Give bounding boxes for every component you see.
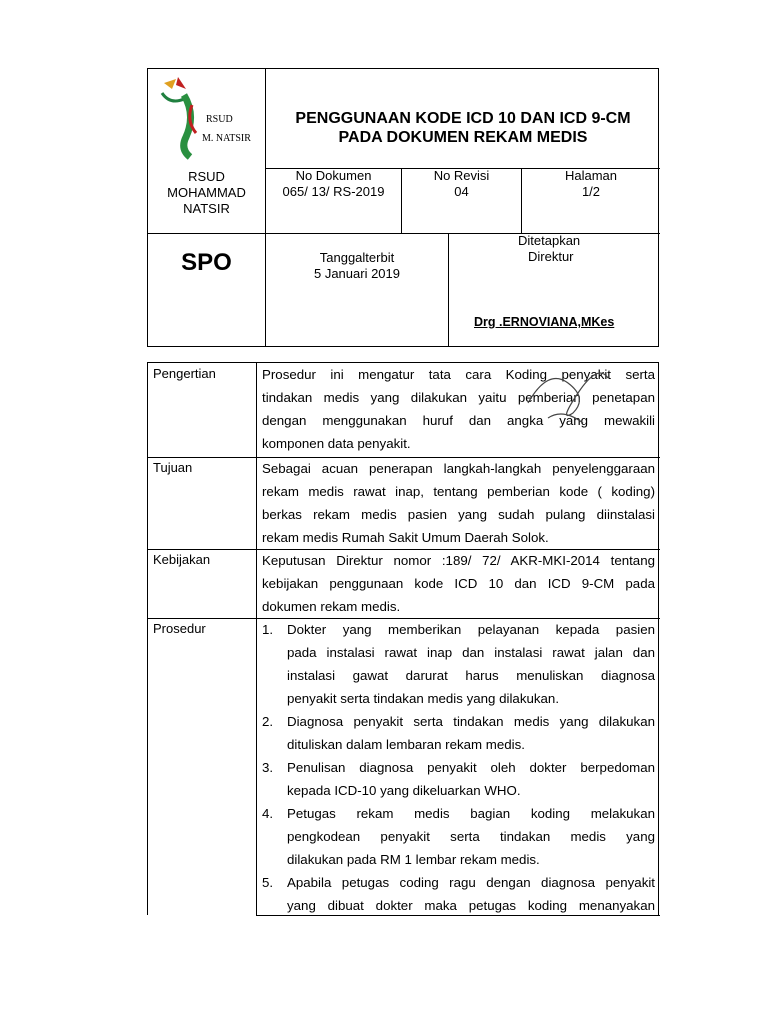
page-cell [522, 168, 660, 200]
list-item: 5. Apabila petugas coding ragu dengan diagnosa penyakit yang dibuat dokter maka petugas koding menanyakan [262, 875, 655, 913]
revision-label: No Revisi [433, 168, 490, 183]
section-list-prosedur [257, 618, 655, 917]
organization-name [148, 169, 265, 217]
page-value: 1/2 [581, 184, 601, 199]
org-line: NATSIR [183, 201, 230, 216]
signature-scribble [508, 363, 628, 433]
logo-text-line2: M. NATSIR [202, 133, 251, 144]
list-item: 1. Dokter yang memberikan pelayanan kepada pasien pada instalasi rawat inap dan instalasi rawat jalan dan instalasi gawat darurat harus menuliskan diagnosa penyakit serta tindakan medis yang dilakukan. [262, 622, 655, 706]
document-header-table [147, 68, 659, 347]
section-label-pengertian: Pengertian [153, 366, 216, 381]
procedure-table [147, 362, 659, 915]
document-type: SPO [181, 249, 232, 276]
revision-value: 04 [454, 184, 469, 199]
doc-number-value: 065/ 13/ RS-2019 [282, 184, 385, 199]
approver-title: Direktur [528, 249, 574, 264]
hospital-logo [156, 75, 261, 161]
page-label: Halaman [564, 168, 618, 183]
section-text-tujuan: Sebagai acuan penerapan langkah-langkah penyelenggaraan rekam medis rawat inap, tentang pemberian kode ( koding) berkas rekam medis pasien yang sudah pulang diinstalasi rekam medis Rumah Sakit Umum Daerah Solok. [262, 461, 655, 545]
section-label-tujuan: Tujuan [153, 460, 193, 475]
logo-text-line1: RSUD [206, 114, 233, 125]
signer-name: Drg .ERNOVIANA,MKes [474, 315, 615, 329]
list-item: 2. Diagnosa penyakit serta tindakan medis yang dilakukan dituliskan dalam lembaran rekam medis. [262, 714, 655, 752]
list-item: 4. Petugas rekam medis bagian koding melakukan pengkodean penyakit serta tindakan medis yang dilakukan pada RM 1 lembar rekam medis. [262, 806, 655, 867]
org-line: RSUD [188, 169, 225, 184]
section-label-prosedur: Prosedur [153, 621, 206, 636]
revision-cell [402, 168, 521, 200]
approval-label: Ditetapkan [518, 233, 581, 248]
section-label-kebijakan: Kebijakan [153, 552, 211, 567]
issue-date-value: 5 Januari 2019 [313, 266, 400, 281]
doc-number-cell [266, 168, 401, 200]
approval-cell [518, 233, 638, 265]
issue-date-cell [266, 250, 448, 282]
org-line: MOHAMMAD [167, 185, 246, 200]
divider [448, 233, 449, 347]
document-title: PENGGUNAAN KODE ICD 10 DAN ICD 9-CM PADA DOKUMEN REKAM MEDIS [295, 110, 631, 146]
doc-number-label: No Dokumen [295, 168, 372, 183]
list-item: 3. Penulisan diagnosa penyakit oleh dokter berpedoman kepada ICD-10 yang dikeluarkan WHO. [262, 760, 655, 798]
section-text-pengertian: Prosedur ini mengatur tata cara Koding penyakit serta tindakan medis yang dilakukan yaitu pemberian penetapan dengan menggunakan huruf dan angka yang mewakili komponen data penyakit. [262, 367, 655, 451]
section-text-kebijakan: Keputusan Direktur nomor :189/ 72/ AKR-MKI-2014 tentang kebijakan penggunaan kode ICD 10 dan ICD 9-CM pada dokumen rekam medis. [262, 553, 655, 614]
issue-date-label: Tanggalterbit [319, 250, 395, 265]
